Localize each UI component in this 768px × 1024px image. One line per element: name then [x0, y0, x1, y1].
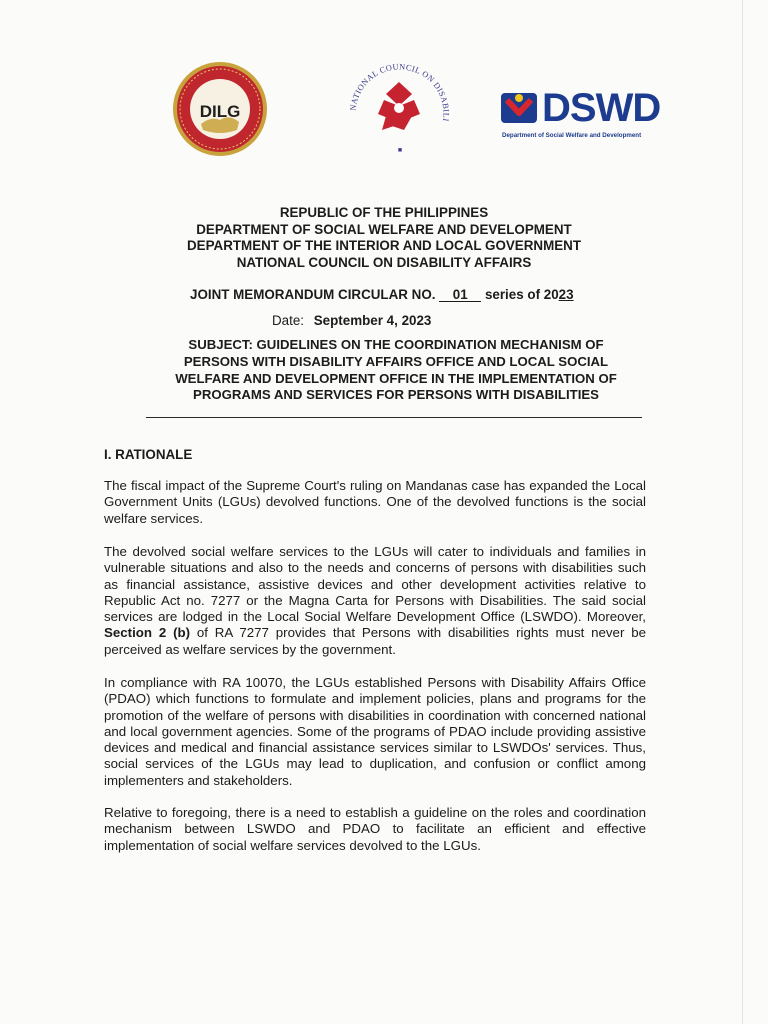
- paragraph-2-text-end: of RA 7277 provides that Persons with disabilities rights must never be perceived as welfare services by the government.: [104, 625, 646, 657]
- dswd-emblem-icon: [500, 91, 540, 125]
- date-value: September 4, 2023: [313, 313, 432, 328]
- dilg-seal-logo: [171, 60, 269, 158]
- header-ncda: NATIONAL COUNCIL ON DISABILITY AFFAIRS: [236, 255, 532, 270]
- page-edge-line: [742, 0, 743, 1024]
- subject-block: [148, 337, 644, 404]
- ncda-seal-logo: [342, 60, 457, 160]
- subject-line-2: PERSONS WITH DISABILITY AFFAIRS OFFICE AND LOCAL SOCIAL: [183, 353, 609, 369]
- dswd-wordmark: DSWD: [542, 86, 661, 130]
- paragraph-2-bold-reference: Section 2 (b): [104, 625, 191, 641]
- header-dswd: DEPARTMENT OF SOCIAL WELFARE AND DEVELOPMENT: [196, 222, 572, 237]
- svg-text:DILG: DILG: [199, 102, 241, 121]
- paragraph-4: Relative to foregoing, there is a need to establish a guideline on the roles and coordination mechanism between LSWDO and PDAO to facilitate an efficient and effective implementation of social welfare services devolved to the LGUs.: [104, 805, 646, 853]
- date-label: Date:: [272, 313, 305, 328]
- subject-divider: [146, 417, 642, 418]
- subject-line-3: WELFARE AND DEVELOPMENT OFFICE IN THE IMPLEMENTATION OF: [175, 370, 617, 386]
- svg-text:■: ■: [397, 146, 403, 154]
- paragraph-1: The fiscal impact of the Supreme Court's ruling on Mandanas case has expanded the Local Government Units (LGUs) devolved functions. One of the devolved functions is the social welfare services.: [104, 478, 646, 526]
- circular-series-label: series of 20: [484, 287, 559, 302]
- dswd-logo: [500, 88, 670, 146]
- date-line: [272, 313, 431, 328]
- circular-prefix: JOINT MEMORANDUM CIRCULAR NO.: [190, 287, 436, 302]
- paragraph-2: [104, 544, 646, 658]
- paragraph-2-text: The devolved social welfare services to the LGUs will cater to individuals and families in vulnerable situations and also to the needs and concerns of persons with disabilities such as financial assistance, assistive devices and other development activities relative to Republic Act no. 7277 or the Magna Carta for Persons with Disabilities. The said social services are lodged in the Local Social Welfare Development Office (LSWDO). Moreover,: [104, 544, 646, 625]
- subject-line-1: SUBJECT: GUIDELINES ON THE COORDINATION MECHANISM OF: [188, 337, 604, 352]
- subject-line-4: PROGRAMS AND SERVICES FOR PERSONS WITH DISABILITIES: [193, 387, 599, 403]
- circular-number-line: [190, 287, 574, 302]
- paragraph-3: In compliance with RA 10070, the LGUs established Persons with Disability Affairs Office (PDAO) which functions to formulate and implement policies, plans and programs for the promotion of the welfare of persons with disabilities in coordination with concerned national and local government agencies. Some of the programs of PDAO include providing assistive devices and medical and financial assistance services similar to LSWDOs' services. Thus, social services of the LGUs may lead to duplication, and confusion or conflict among implementers and stakeholders.: [104, 675, 646, 788]
- circular-number: 01: [439, 288, 481, 302]
- section-heading-rationale: I. RATIONALE: [104, 447, 193, 462]
- header-dilg: DEPARTMENT OF THE INTERIOR AND LOCAL GOVERNMENT: [186, 238, 582, 253]
- header-republic: REPUBLIC OF THE PHILIPPINES: [279, 205, 489, 220]
- svg-text:NATIONAL COUNCIL ON DISABILITY: NATIONAL COUNCIL ON DISABILI: [348, 62, 451, 123]
- dswd-subtitle: Department of Social Welfare and Development: [502, 132, 642, 139]
- circular-series-year: 23: [558, 287, 574, 302]
